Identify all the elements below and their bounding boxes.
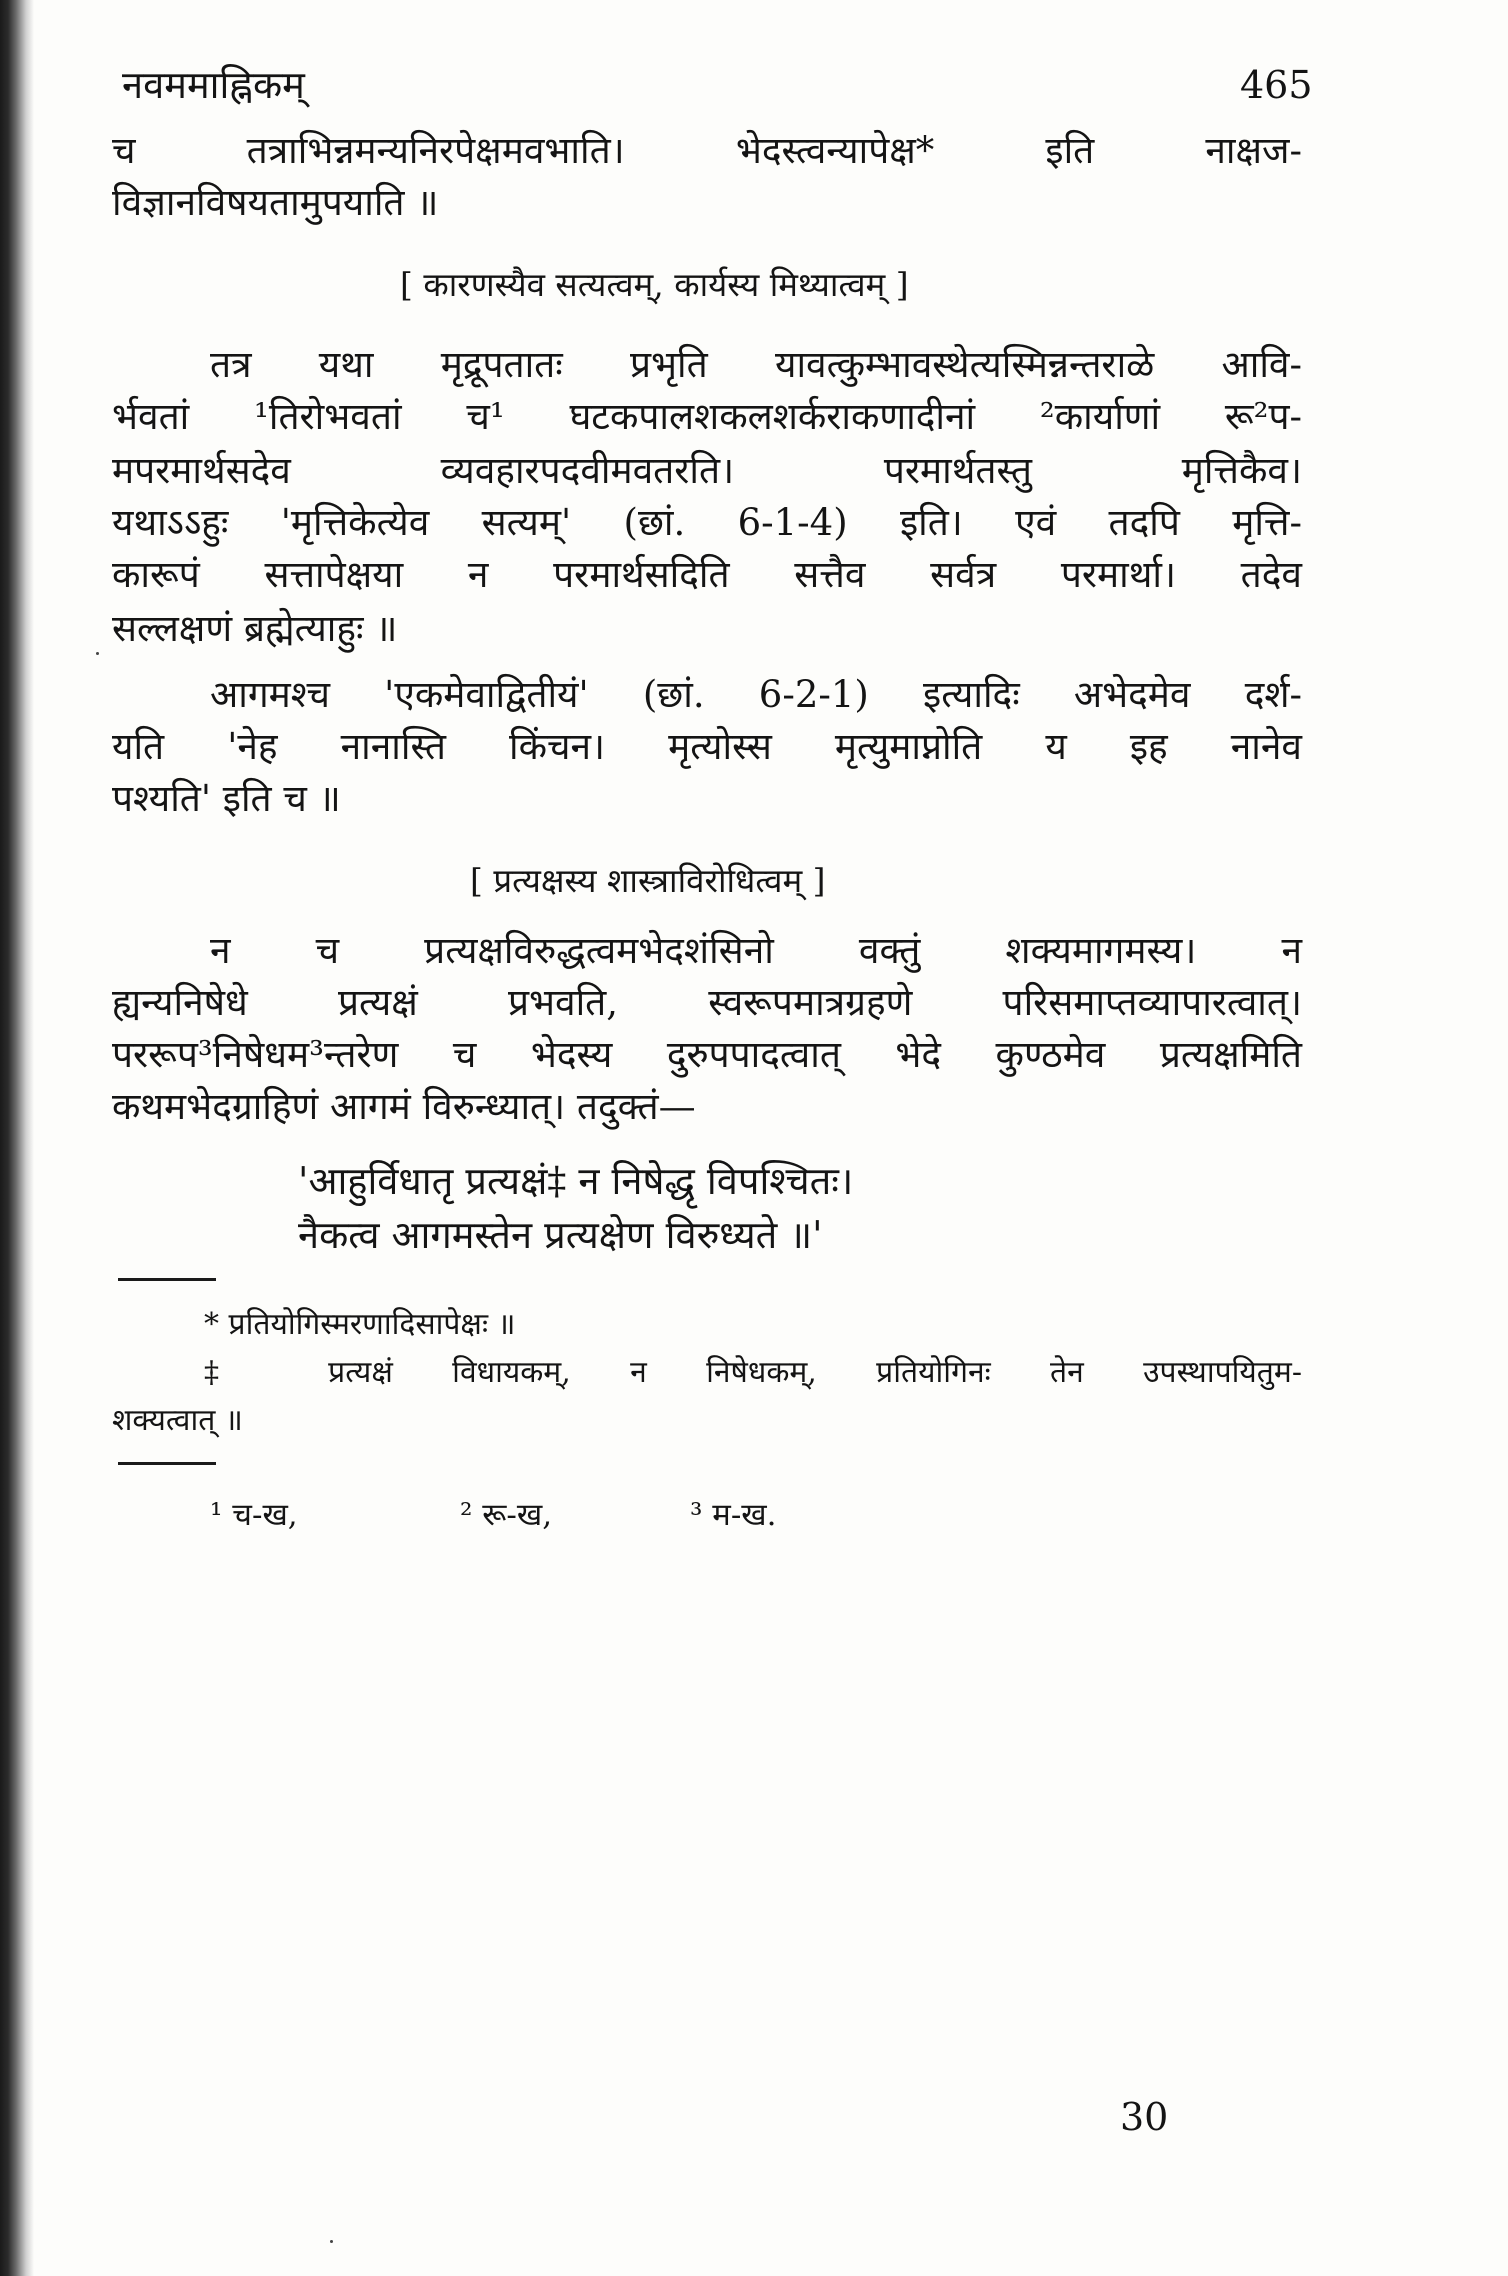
variant-note-3: ³ म-ख. bbox=[690, 1497, 777, 1533]
para2-line-3: मपरमार्थसदेव व्यवहारपदवीमवतरति। परमार्थतस्तु मृत्तिकैव। bbox=[112, 449, 1302, 492]
variant-note-1: ¹ च-ख, bbox=[210, 1497, 298, 1533]
section-heading-1: [ कारणस्यैव सत्यत्वम्, कार्यस्य मिथ्यात्वम् ] bbox=[400, 265, 909, 304]
footnote-dagger-line-1: ‡ प्रत्यक्षं विधायकम्, न निषेधकम्, प्रतियोगिनः तेन उपस्थापयितुम- bbox=[204, 1355, 1302, 1390]
para3-line-1: आगमश्च 'एकमेवाद्वितीयं' (छां. 6-2-1) इत्यादिः अभेदमेव दर्श- bbox=[210, 673, 1302, 716]
para2-line-2: र्भवतां ¹तिरोभवतां च¹ घटकपालशकलशर्कराकणादीनां ²कार्याणां रू²प- bbox=[112, 395, 1302, 438]
ink-speck bbox=[330, 2240, 333, 2243]
footnote-dagger-line-2: शक्यत्वात् ॥ bbox=[112, 1403, 243, 1438]
para4-line-2: ह्यन्यनिषेधे प्रत्यक्षं प्रभवति, स्वरूपमात्रग्रहणे परिसमाप्तव्यापारत्वात्। bbox=[112, 981, 1302, 1024]
footnote-rule bbox=[118, 1278, 216, 1281]
page-number: 465 bbox=[1240, 63, 1313, 107]
para4-line-4: कथमभेदग्राहिणं आगमं विरुन्ध्यात्। तदुक्तं— bbox=[112, 1085, 696, 1128]
variant-note-2: ² रू-ख, bbox=[460, 1497, 553, 1533]
running-head: नवममाह्निकम् bbox=[122, 63, 305, 107]
para2-line-4: यथाऽऽहुः 'मृत्तिकेत्येव सत्यम्' (छां. 6-1-4) इति। एवं तदपि मृत्ति- bbox=[112, 501, 1302, 544]
para1-line-2: विज्ञानविषयतामुपयाति ॥ bbox=[112, 181, 439, 224]
para2-line-6: सल्लक्षणं ब्रह्मेत्याहुः ॥ bbox=[112, 607, 398, 650]
verse-line-2: नैकत्व आगमस्तेन प्रत्यक्षेण विरुध्यते ॥' bbox=[298, 1213, 823, 1257]
para1-line-1: च तत्राभिन्नमन्यनिरपेक्षमवभाति। भेदस्त्वन्यापेक्ष* इति नाक्षज- bbox=[112, 129, 1302, 172]
para4-line-1: न च प्रत्यक्षविरुद्धत्वमभेदशंसिनो वक्तुं शक्यमागमस्य। न bbox=[210, 929, 1302, 972]
variant-notes-rule bbox=[118, 1462, 216, 1465]
footnote-star: * प्रतियोगिस्मरणादिसापेक्षः ॥ bbox=[204, 1307, 516, 1342]
verse-line-1: 'आहुर्विधातृ प्रत्यक्षं‡ न निषेद्धृ विपश्चितः। bbox=[298, 1159, 854, 1203]
sheet-number: 30 bbox=[1120, 2095, 1169, 2139]
para3-line-2: यति 'नेह नानास्ति किंचन। मृत्योस्स मृत्युमाप्नोति य इह नानेव bbox=[112, 725, 1302, 768]
section-heading-2: [ प्रत्यक्षस्य शास्त्राविरोधित्वम् ] bbox=[470, 861, 826, 900]
para2-line-5: कारूपं सत्तापेक्षया न परमार्थसदिति सत्तैव सर्वत्र परमार्था। तदेव bbox=[112, 553, 1302, 596]
para3-line-3: पश्यति' इति च ॥ bbox=[112, 777, 341, 820]
para4-line-3: पररूप³निषेधम³न्तरेण च भेदस्य दुरुपपादत्वात् भेदे कुण्ठमेव प्रत्यक्षमिति bbox=[112, 1033, 1302, 1076]
para2-line-1: तत्र यथा मृद्रूपतातः प्रभृति यावत्कुम्भावस्थेत्यस्मिन्नन्तराळे आवि- bbox=[210, 343, 1302, 386]
binding-edge bbox=[0, 0, 34, 2276]
ink-speck bbox=[96, 652, 99, 655]
